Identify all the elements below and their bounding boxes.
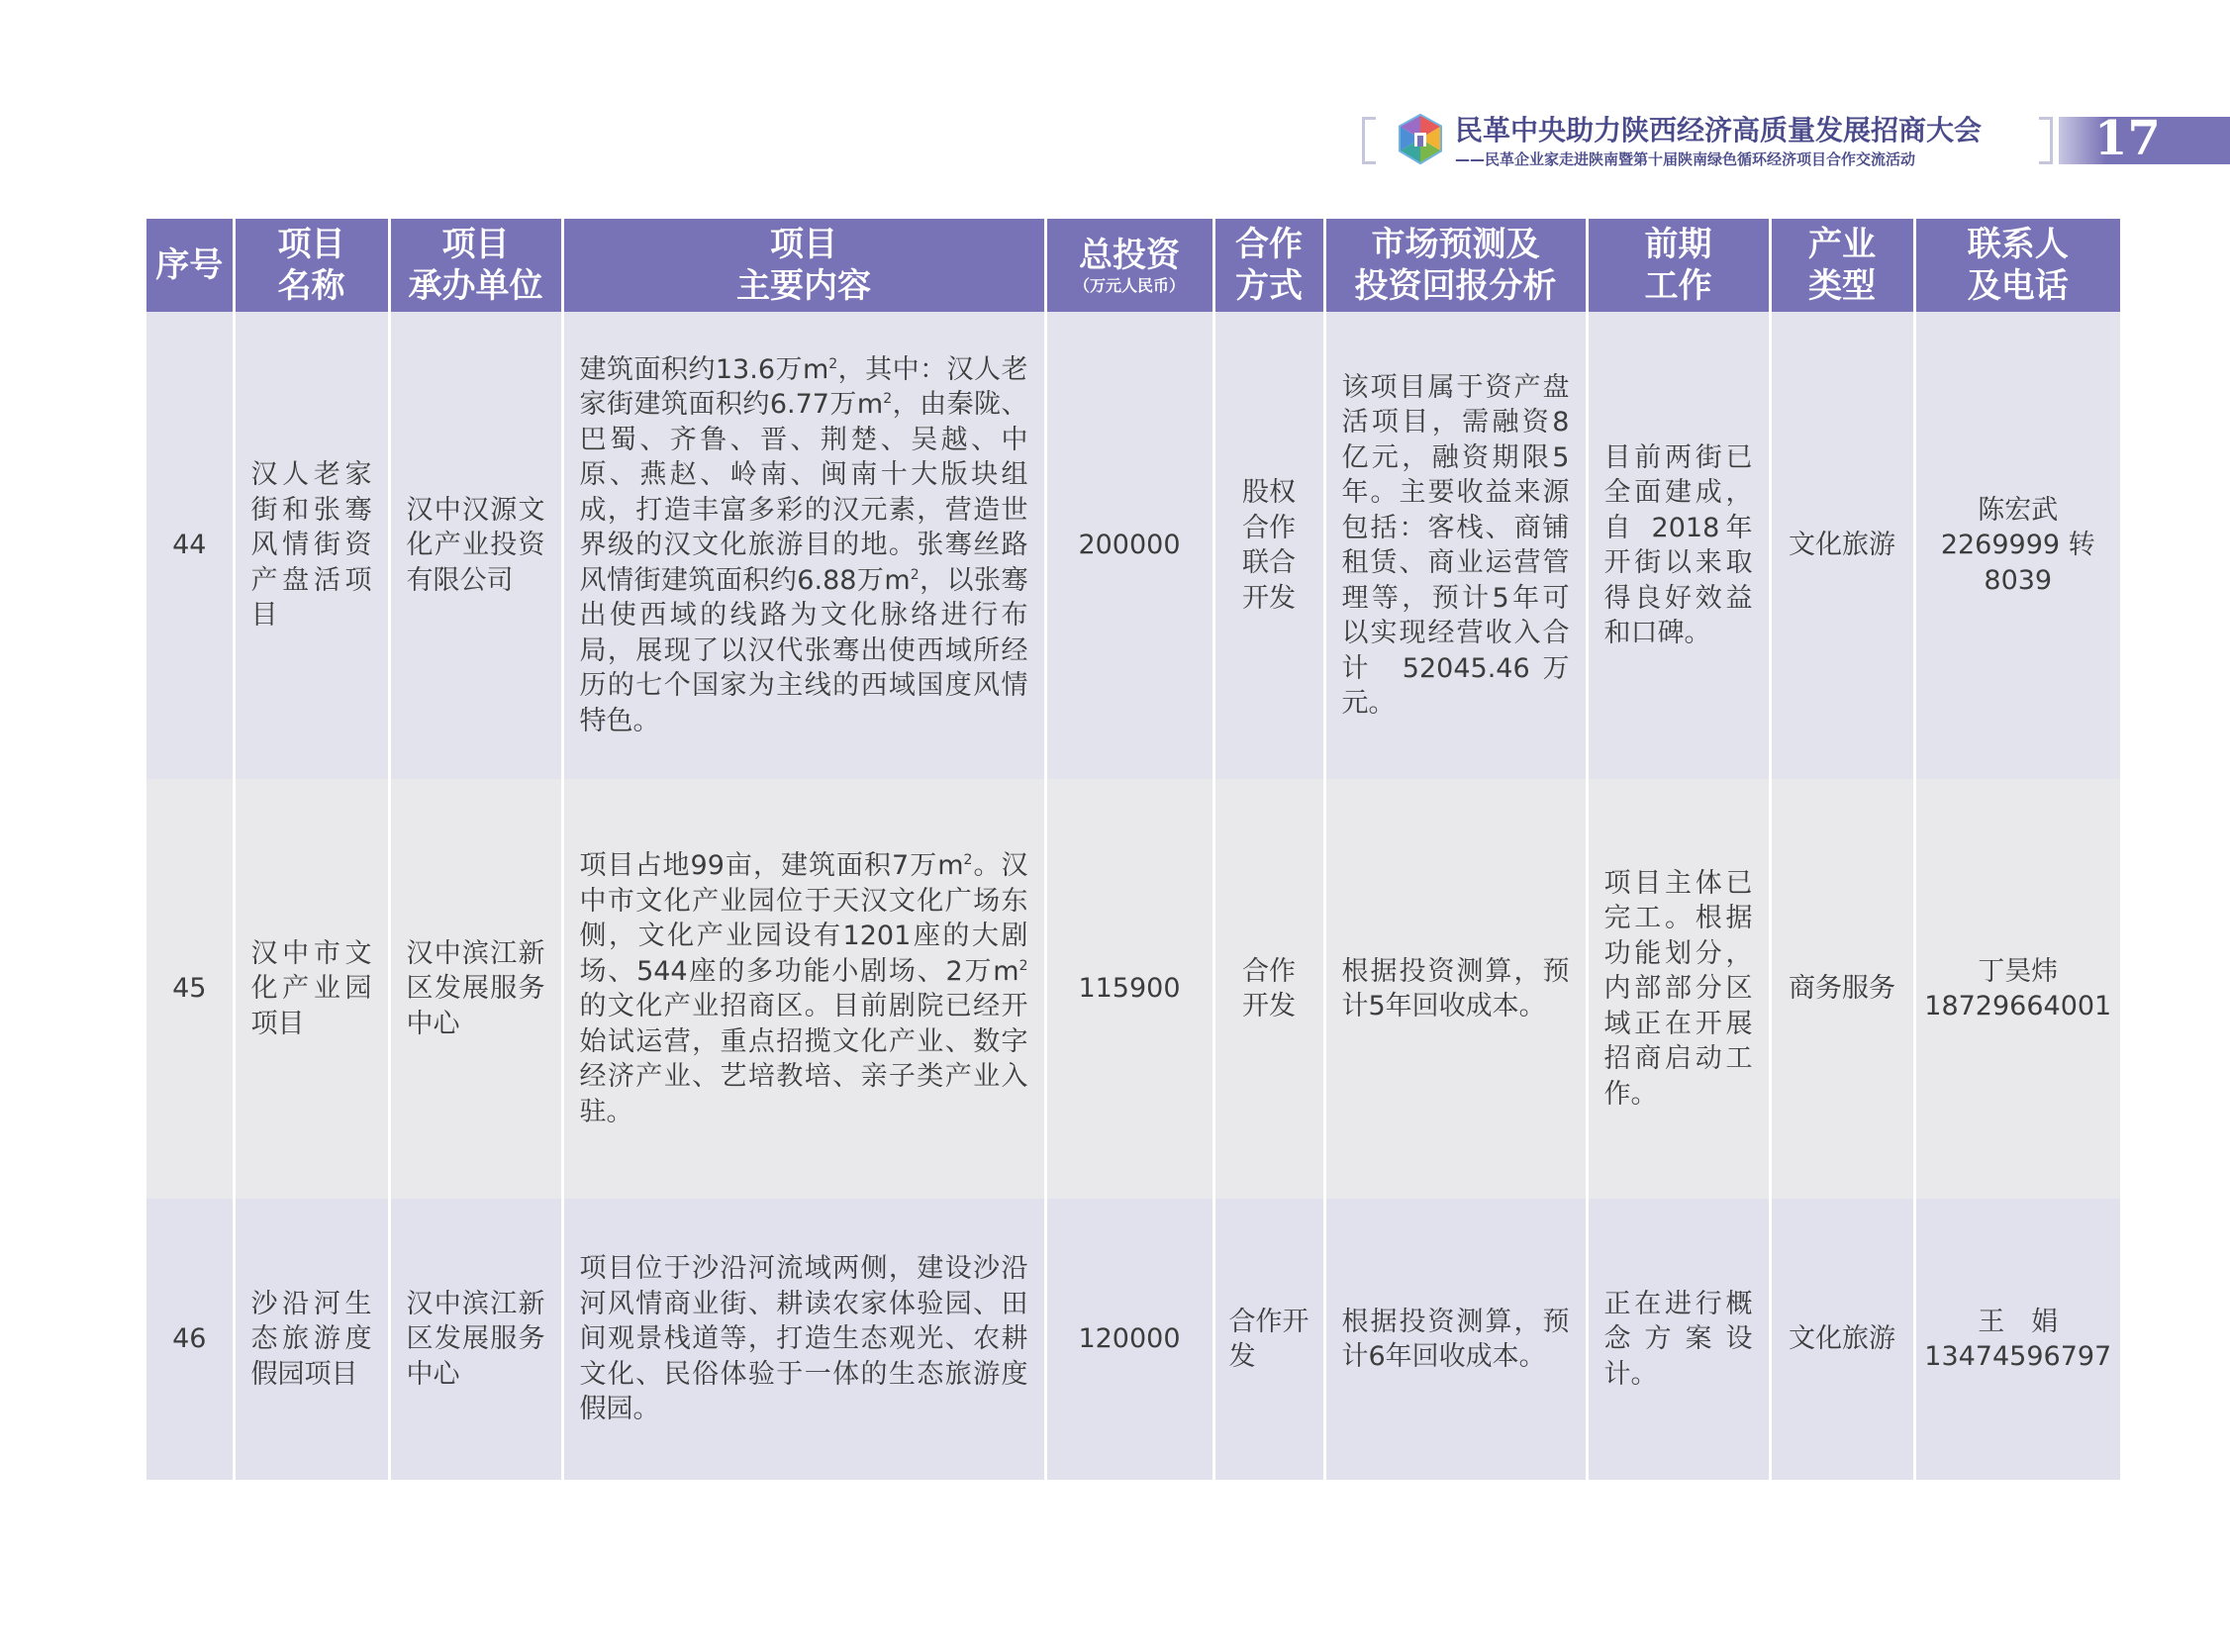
cell-no: 46 <box>146 1199 234 1480</box>
cell-preliminary-work: 正在进行概念方案设计。 <box>1587 1199 1770 1480</box>
cell-market-analysis: 根据投资测算，预计6年回收成本。 <box>1324 1199 1587 1480</box>
cell-coop-method: 股权合作联合开发 <box>1213 312 1324 779</box>
cell-preliminary-work: 目前两街已全面建成，自 2018年开街以来取得良好效益和口碑。 <box>1587 312 1770 779</box>
cell-content: 项目占地99亩，建筑面积7万$m^2$。汉中市文化产业园位于天汉文化广场东侧，文化产业园设有1201座的大剧场、544座的多功能小剧场、2万$m^2$的文化产业招商区。目前剧院已经开始试运营，重点招揽文化产业、数字经济产业、艺培教培、亲子类产业入驻。 <box>562 779 1045 1199</box>
cell-contact <box>1914 312 2120 779</box>
cell-industry-type: 文化旅游 <box>1770 1199 1914 1480</box>
col-header-org: 项目 承办单位 <box>389 219 562 312</box>
col-header-market: 市场预测及 投资回报分析 <box>1324 219 1587 312</box>
cell-no: 44 <box>146 312 234 779</box>
header-bracket-right <box>2039 117 2053 164</box>
contact-phone: 18729664001 <box>1924 991 2112 1021</box>
cell-organization: 汉中滨江新区发展服务中心 <box>389 1199 562 1480</box>
contact-name: 丁昊炜 <box>1978 955 2059 987</box>
contact-name: 陈宏武 <box>1978 494 2059 526</box>
table-row <box>146 1199 2120 1480</box>
cell-project-name: 汉人老家街和张骞风情街资产盘活项目 <box>234 312 389 779</box>
col-header-industry: 产业 类型 <box>1770 219 1914 312</box>
cell-project-name: 汉中市文化产业园项目 <box>234 779 389 1199</box>
cell-no: 45 <box>146 779 234 1199</box>
cell-contact <box>1914 779 2120 1199</box>
cell-project-name: 沙沿河生态旅游度假园项目 <box>234 1199 389 1480</box>
cell-content: 建筑面积约13.6万$m^2$，其中：汉人老家街建筑面积约6.77万$m^2$，由秦陇、巴蜀、齐鲁、晋、荆楚、吴越、中原、燕赵、岭南、闽南十大版块组成，打造丰富多彩的汉元素，营造世界级的汉文化旅游目的地。张骞丝路风情街建筑面积约6.88万$m^2$，以张骞出使西域的线路为文化脉络进行布局，展现了以汉代张骞出使西域所经历的七个国家为主线的西域国度风情特色。 <box>562 312 1045 779</box>
table-row <box>146 312 2120 779</box>
cell-organization: 汉中汉源文化产业投资有限公司 <box>389 312 562 779</box>
project-table <box>146 219 2120 1480</box>
table-row <box>146 779 2120 1199</box>
col-header-no: 序号 <box>146 219 234 312</box>
contact-name: 王 娟 <box>1978 1306 2059 1337</box>
cell-preliminary-work: 项目主体已完工。根据功能划分，内部部分区域正在开展招商启动工作。 <box>1587 779 1770 1199</box>
cell-market-analysis: 根据投资测算，预计5年回收成本。 <box>1324 779 1587 1199</box>
cell-organization: 汉中滨江新区发展服务中心 <box>389 779 562 1199</box>
col-header-content: 项目 主要内容 <box>562 219 1045 312</box>
col-header-prep: 前期 工作 <box>1587 219 1770 312</box>
cell-contact <box>1914 1199 2120 1480</box>
header-bracket-left <box>1362 117 1376 164</box>
cell-coop-method: 合作开发 <box>1213 1199 1324 1480</box>
contact-phone: 13474596797 <box>1924 1341 2112 1372</box>
col-header-investment: 总投资 （万元人民币） <box>1045 219 1213 312</box>
conference-subtitle: ——民革企业家走进陕南暨第十届陕南绿色循环经济项目合作交流活动 <box>1455 150 1916 168</box>
page-number: 17 <box>2094 111 2161 166</box>
cell-industry-type: 商务服务 <box>1770 779 1914 1199</box>
cell-coop-method: 合作开发 <box>1213 779 1324 1199</box>
cell-investment: 115900 <box>1045 779 1213 1199</box>
cell-investment: 200000 <box>1045 312 1213 779</box>
cell-industry-type: 文化旅游 <box>1770 312 1914 779</box>
col-header-name: 项目 名称 <box>234 219 389 312</box>
contact-phone: 2269999 转 8039 <box>1940 530 2095 596</box>
cell-investment: 120000 <box>1045 1199 1213 1480</box>
col-header-coop: 合作 方式 <box>1213 219 1324 312</box>
cell-content: 项目位于沙沿河流域两侧，建设沙沿河风情商业街、耕读农家体验园、田间观景栈道等，打造生态观光、农耕文化、民俗体验于一体的生态旅游度假园。 <box>562 1199 1045 1480</box>
cell-market-analysis: 该项目属于资产盘活项目，需融资8亿元，融资期限5年。主要收益来源包括：客栈、商铺租赁、商业运营管理等，预计5年可以实现经营收入合 计 52045.46万元。 <box>1324 312 1587 779</box>
conference-title: 民革中央助力陕西经济高质量发展招商大会 <box>1455 114 1983 146</box>
conference-logo-icon <box>1394 113 1447 166</box>
col-header-contact: 联系人 及电话 <box>1914 219 2120 312</box>
table-header-row <box>146 219 2120 312</box>
